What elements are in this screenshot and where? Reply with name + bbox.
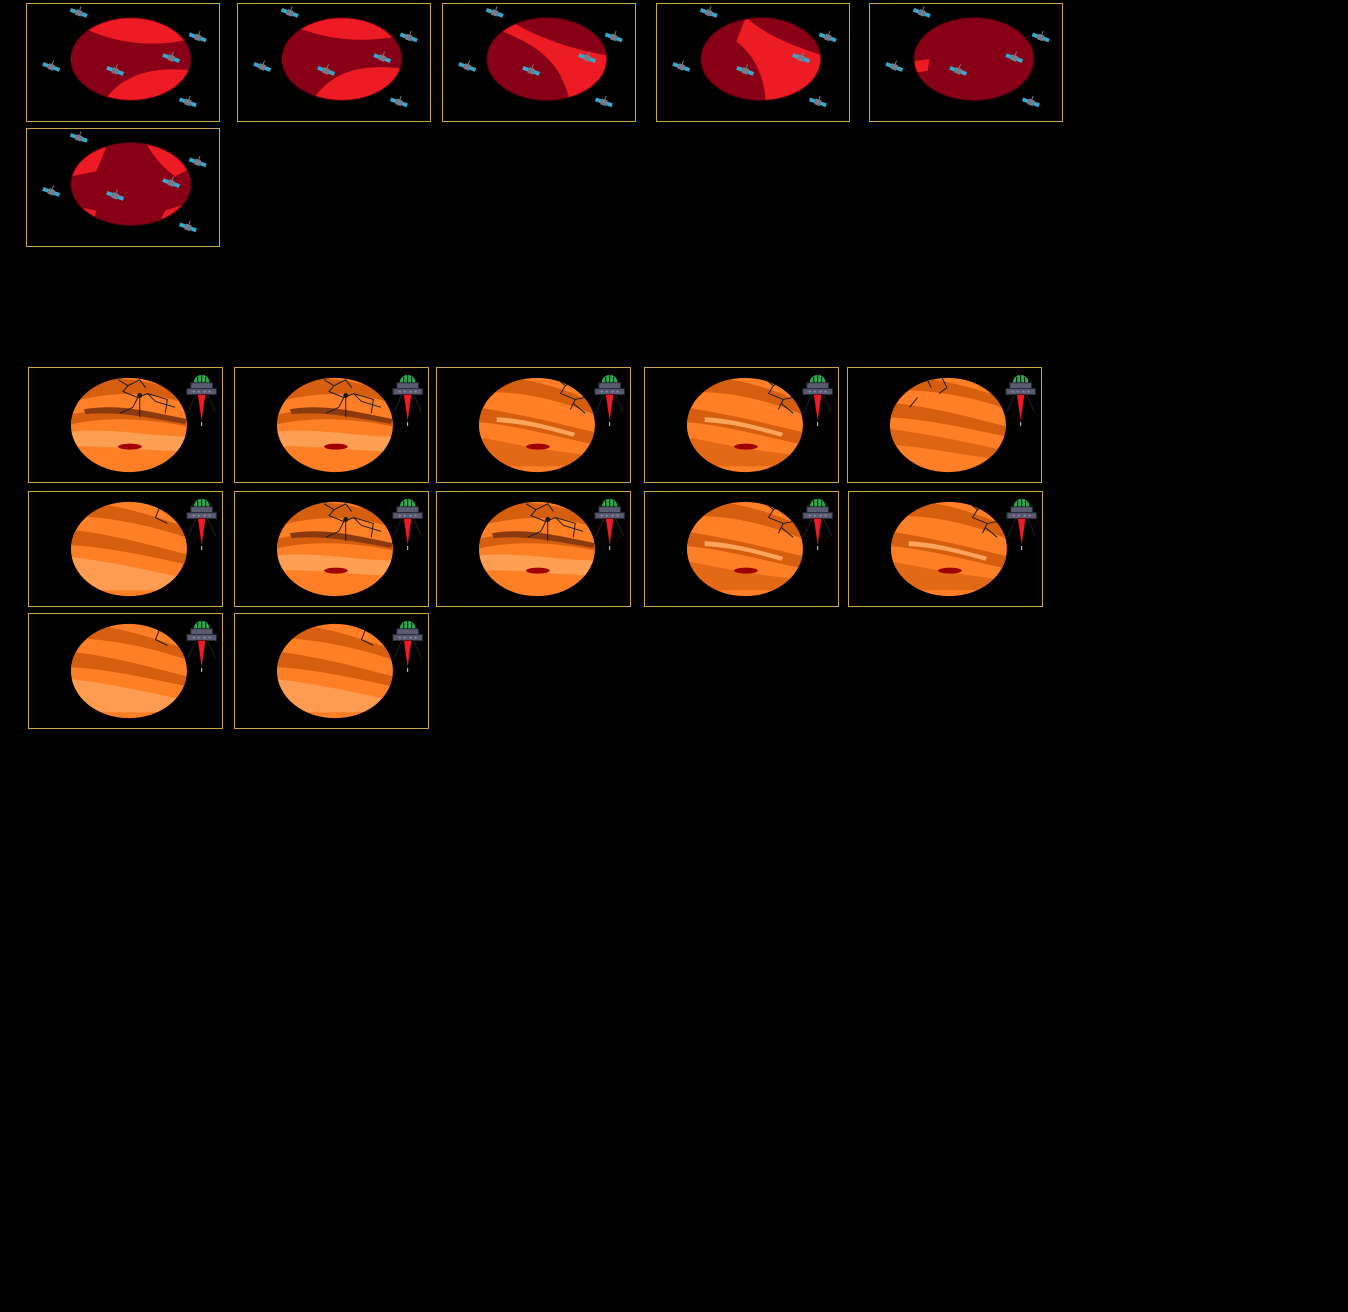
red-planet-frame-4: [656, 3, 850, 122]
satellite-icon: [179, 218, 199, 233]
satellite-icon: [912, 4, 932, 19]
orange-planet-frame-12: [234, 613, 429, 729]
orange-planet-frame-5: [847, 367, 1042, 483]
satellite-icon: [485, 4, 505, 19]
red-planet-frame-3: [442, 3, 636, 122]
orange-planet: [69, 622, 197, 718]
satellite-icon: [672, 57, 692, 72]
ufo-ship-icon: [1006, 375, 1035, 426]
satellite-icon: [42, 182, 62, 197]
ufo-ship-icon: [187, 499, 216, 550]
ufo-ship-icon: [393, 375, 422, 426]
orange-planet: [275, 502, 403, 596]
orange-planet: [889, 501, 1017, 596]
ufo-ship-icon: [1007, 499, 1036, 550]
satellite-icon: [885, 57, 905, 72]
red-planet-frame-2: [237, 3, 431, 122]
satellite-icon: [188, 153, 208, 168]
satellite-icon: [188, 28, 208, 43]
ufo-ship-icon: [187, 375, 216, 426]
red-planet: [71, 18, 193, 106]
red-planet-frame-6: [26, 128, 220, 247]
satellite-icon: [818, 28, 838, 43]
orange-planet-frame-8: [436, 491, 631, 607]
satellite-icon: [1022, 93, 1042, 108]
ufo-ship-icon: [393, 621, 422, 672]
orange-planet: [477, 502, 605, 596]
red-spot: [324, 568, 348, 574]
orange-planet: [69, 378, 197, 472]
satellite-icon: [280, 4, 300, 19]
ufo-ship-icon: [803, 499, 832, 550]
satellite-icon: [604, 28, 624, 43]
red-spot: [324, 444, 348, 450]
orange-planet: [888, 373, 1016, 472]
red-planet-frame-5: [869, 3, 1063, 122]
ufo-ship-icon: [595, 375, 624, 426]
satellite-icon: [42, 57, 62, 72]
satellite-icon: [253, 57, 273, 72]
orange-planet-frame-4: [644, 367, 839, 483]
orange-planet-frame-10: [848, 491, 1043, 607]
ufo-ship-icon: [393, 499, 422, 550]
orange-planet: [685, 377, 813, 472]
orange-planet: [69, 500, 197, 596]
red-spot: [526, 568, 550, 574]
red-planet-frame-1: [26, 3, 220, 122]
red-spot: [734, 444, 758, 450]
orange-planet-frame-9: [644, 491, 839, 607]
ufo-ship-icon: [803, 375, 832, 426]
red-spot: [734, 568, 758, 574]
orange-planet-frame-6: [28, 491, 223, 607]
ufo-ship-icon: [187, 621, 216, 672]
satellite-icon: [1031, 28, 1051, 43]
red-spot: [118, 444, 142, 450]
satellite-icon: [399, 28, 419, 43]
ufo-ship-icon: [595, 499, 624, 550]
orange-planet-frame-7: [234, 491, 429, 607]
satellite-icon: [179, 93, 199, 108]
satellite-icon: [69, 4, 89, 19]
orange-planet-frame-1: [28, 367, 223, 483]
orange-planet: [275, 378, 403, 472]
orange-planet-frame-11: [28, 613, 223, 729]
satellite-icon: [595, 93, 615, 108]
satellite-icon: [390, 93, 410, 108]
orange-planet-frame-3: [436, 367, 631, 483]
orange-planet: [685, 501, 813, 596]
satellite-icon: [699, 4, 719, 19]
satellite-icon: [809, 93, 829, 108]
red-spot: [938, 568, 962, 574]
red-spot: [526, 444, 550, 450]
orange-planet: [477, 377, 605, 472]
satellite-icon: [458, 57, 478, 72]
red-planet: [282, 18, 404, 106]
satellite-icon: [69, 129, 89, 144]
orange-planet-frame-2: [234, 367, 429, 483]
orange-planet: [275, 622, 403, 718]
